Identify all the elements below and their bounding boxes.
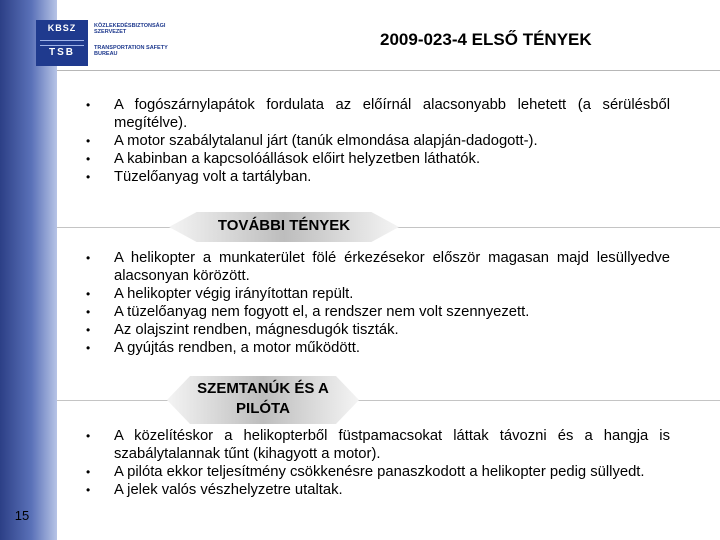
list-item-text: A helikopter a munkaterület fölé érkezésekor először magasan majd lesüllyedve alacsonyan körözött.: [114, 250, 670, 284]
facts-list: [80, 96, 670, 186]
list-item-text: A gyújtás rendben, a motor működött.: [114, 340, 360, 356]
bullet-icon: •: [86, 323, 91, 337]
list-item: [80, 132, 670, 150]
title-divider: [57, 70, 720, 71]
section-banner-further-facts: [57, 212, 720, 242]
section-heading-line1: SZEMTANÚK ÉS A: [197, 380, 329, 397]
bullet-icon: •: [86, 305, 91, 319]
list-item: [80, 463, 670, 481]
list-item: [80, 150, 670, 168]
section-heading: [167, 379, 359, 419]
section-banner-witnesses: [57, 376, 720, 424]
list-item-text: Az olajszint rendben, mágnesdugók tiszták.: [114, 322, 399, 338]
sidebar-decoration: [0, 0, 57, 540]
logo-org-name-en: TRANSPORTATION SAFETY BUREAU: [94, 45, 168, 57]
list-item-text: A motor szabálytalanul járt (tanúk elmondása alapján-dadogott-).: [114, 133, 538, 149]
list-item-text: Tüzelőanyag volt a tartályban.: [114, 169, 312, 185]
bullet-icon: •: [86, 287, 91, 301]
list-item: [80, 481, 670, 499]
logo-mark: [36, 20, 88, 66]
list-item-text: A fogószárnylapátok fordulata az előírnál alacsonyabb lehetett (a sérülésből megítélve).: [114, 97, 670, 131]
section-heading-line2: PILÓTA: [236, 400, 290, 417]
bullet-icon: •: [86, 429, 91, 443]
bullet-icon: •: [86, 465, 91, 479]
bullet-icon: •: [86, 152, 91, 166]
bullet-icon: •: [86, 134, 91, 148]
list-item-text: A pilóta ekkor teljesítmény csökkenésre panaszkodott a helikopter pedig süllyedt.: [114, 464, 645, 480]
list-item: [80, 339, 670, 357]
further-facts-list: [80, 249, 670, 357]
list-item: [80, 285, 670, 303]
list-item: [80, 96, 670, 132]
list-item-text: A tüzelőanyag nem fogyott el, a rendszer nem volt szennyezett.: [114, 304, 530, 320]
bullet-icon: •: [86, 98, 91, 112]
list-item: [80, 427, 670, 463]
kbsz-logo: [36, 20, 168, 66]
logo-top-text: KBSZ: [47, 23, 77, 33]
logo-org-name-hu: KÖZLEKEDÉSBIZTONSÁGI SZERVEZET: [94, 23, 166, 35]
page-number: 15: [14, 508, 30, 523]
list-item: [80, 168, 670, 186]
bullet-icon: •: [86, 483, 91, 497]
bullet-icon: •: [86, 170, 91, 184]
witnesses-list: [80, 427, 670, 499]
list-item: [80, 303, 670, 321]
list-item: [80, 249, 670, 285]
list-item-text: A közelítéskor a helikopterből füstpamacsokat láttak távozni és a hangja is szabálytalannak tűnt (kihagyott a motor).: [114, 428, 670, 462]
bullet-icon: •: [86, 251, 91, 265]
list-item: [80, 321, 670, 339]
bullet-icon: •: [86, 341, 91, 355]
section-heading: TOVÁBBI TÉNYEK: [217, 217, 351, 234]
list-item-text: A kabinban a kapcsolóállások előirt helyzetben láthatók.: [114, 151, 481, 167]
logo-bottom-text: TSB: [49, 47, 75, 58]
list-item-text: A helikopter végig irányítottan repült.: [114, 286, 354, 302]
logo-lines: [40, 40, 84, 46]
list-item-text: A jelek valós vészhelyzetre utaltak.: [114, 482, 343, 498]
page-title: 2009-023-4 ELSŐ TÉNYEK: [380, 30, 592, 49]
banner-line: [57, 400, 720, 401]
